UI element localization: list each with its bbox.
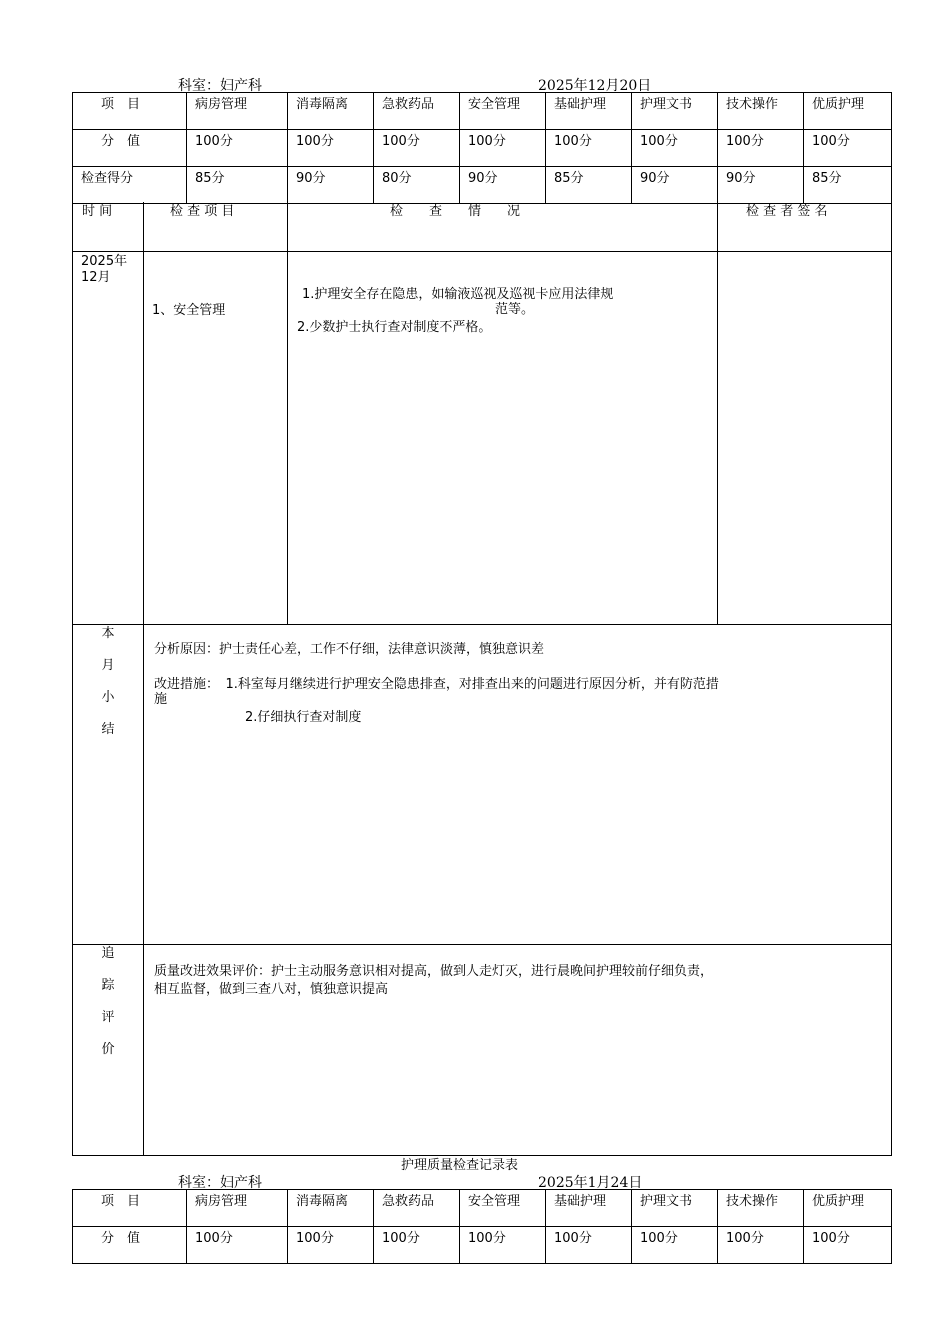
score-table-header-row <box>73 93 892 130</box>
actual-score-cell: 85分 <box>546 167 632 204</box>
item-header: 病房管理 <box>187 1190 288 1227</box>
row-label-full-score: 分 值 <box>73 1227 187 1264</box>
item-header: 急救药品 <box>374 1190 460 1227</box>
full-score-cell: 100分 <box>288 130 374 167</box>
full-score-cell: 100分 <box>288 1227 374 1264</box>
score-table-2 <box>72 1189 892 1264</box>
divider <box>717 202 718 624</box>
followup-label-char: 踪 <box>101 978 115 993</box>
item-header: 护理文书 <box>632 1190 718 1227</box>
row-label-actual-score: 检查得分 <box>73 167 187 204</box>
improvement-measure-2: 2.仔细执行查对制度 <box>245 710 362 725</box>
time-header: 时 间 <box>82 204 113 219</box>
department-label: 科室：妇产科 <box>178 78 262 94</box>
item-header: 护理文书 <box>632 93 718 130</box>
row-label-full-score: 分 值 <box>73 130 187 167</box>
full-score-cell: 100分 <box>546 130 632 167</box>
inspection-date: 2025年12月20日 <box>538 78 652 94</box>
summary-label-char: 月 <box>101 658 115 673</box>
followup-label <box>98 938 118 1066</box>
full-score-cell: 100分 <box>187 130 288 167</box>
actual-score-cell: 85分 <box>804 167 892 204</box>
actual-score-cell: 85分 <box>187 167 288 204</box>
actual-score-cell: 90分 <box>288 167 374 204</box>
cause-analysis: 分析原因：护士责任心差，工作不仔细，法律意识淡薄，慎独意识差 <box>154 642 545 657</box>
full-score-cell: 100分 <box>374 1227 460 1264</box>
full-score-cell: 100分 <box>804 1227 892 1264</box>
check-time-month: 12月 <box>81 270 111 285</box>
followup-label-char: 追 <box>101 946 115 961</box>
item-header: 优质护理 <box>804 1190 892 1227</box>
form-title: 护理质量检查记录表 <box>401 1158 519 1173</box>
check-item-header: 检 查 项 目 <box>170 204 235 219</box>
actual-score-cell: 90分 <box>632 167 718 204</box>
full-score-cell: 100分 <box>718 1227 804 1264</box>
situation-line-2: 2.少数护士执行查对制度不严格。 <box>297 320 492 335</box>
item-header: 安全管理 <box>460 93 546 130</box>
item-header: 基础护理 <box>546 93 632 130</box>
item-header: 安全管理 <box>460 1190 546 1227</box>
improvement-measure-1: 改进措施： 1.科室每月继续进行护理安全隐患排查，对排查出来的问题进行原因分析，并有防范措 <box>154 677 719 692</box>
actual-score-cell: 80分 <box>374 167 460 204</box>
signer-header: 检 查 者 签 名 <box>746 204 828 219</box>
actual-score-row <box>73 167 892 204</box>
check-situation-header: 检 查 情 况 <box>390 204 521 219</box>
check-item: 1、安全管理 <box>152 303 226 318</box>
improvement-measure-1-cont: 施 <box>154 692 168 707</box>
full-score-cell: 100分 <box>632 130 718 167</box>
summary-label-char: 结 <box>101 722 115 737</box>
actual-score-cell: 90分 <box>460 167 546 204</box>
item-header: 基础护理 <box>546 1190 632 1227</box>
situation-line-1: 1.护理安全存在隐患，如输液巡视及巡视卡应用法律规 <box>302 287 614 302</box>
item-header: 消毒隔离 <box>288 1190 374 1227</box>
situation-line-1-cont: 范等。 <box>495 302 535 317</box>
full-score-row <box>73 130 892 167</box>
inspection-date-2: 2025年1月24日 <box>538 1175 643 1191</box>
full-score-cell: 100分 <box>460 130 546 167</box>
full-score-cell: 100分 <box>718 130 804 167</box>
full-score-cell: 100分 <box>804 130 892 167</box>
check-time-year: 2025年 <box>81 254 128 269</box>
summary-label-char: 小 <box>101 690 115 705</box>
full-score-row-2 <box>73 1227 892 1264</box>
item-header: 技术操作 <box>718 93 804 130</box>
followup-label-char: 价 <box>101 1042 115 1057</box>
full-score-cell: 100分 <box>374 130 460 167</box>
full-score-cell: 100分 <box>632 1227 718 1264</box>
followup-label-char: 评 <box>101 1010 115 1025</box>
item-header: 消毒隔离 <box>288 93 374 130</box>
full-score-cell: 100分 <box>460 1227 546 1264</box>
divider <box>72 944 891 945</box>
row-label-item: 项 目 <box>73 93 187 130</box>
divider <box>72 624 891 625</box>
summary-label <box>98 618 118 746</box>
divider <box>287 202 288 624</box>
score-table <box>72 92 892 204</box>
actual-score-cell: 90分 <box>718 167 804 204</box>
full-score-cell: 100分 <box>187 1227 288 1264</box>
followup-evaluation-line-2: 相互监督，做到三查八对，慎独意识提高 <box>154 982 389 997</box>
full-score-cell: 100分 <box>546 1227 632 1264</box>
divider <box>143 202 144 1155</box>
department-label-2: 科室：妇产科 <box>178 1175 262 1191</box>
followup-evaluation-line-1: 质量改进效果评价：护士主动服务意识相对提高，做到人走灯灭，进行晨晚间护理较前仔细负责， <box>154 964 714 979</box>
item-header: 病房管理 <box>187 93 288 130</box>
score-table-2-header-row <box>73 1190 892 1227</box>
item-header: 急救药品 <box>374 93 460 130</box>
divider <box>72 251 891 252</box>
item-header: 优质护理 <box>804 93 892 130</box>
row-label-item: 项 目 <box>73 1190 187 1227</box>
item-header: 技术操作 <box>718 1190 804 1227</box>
summary-label-char: 本 <box>101 626 115 641</box>
